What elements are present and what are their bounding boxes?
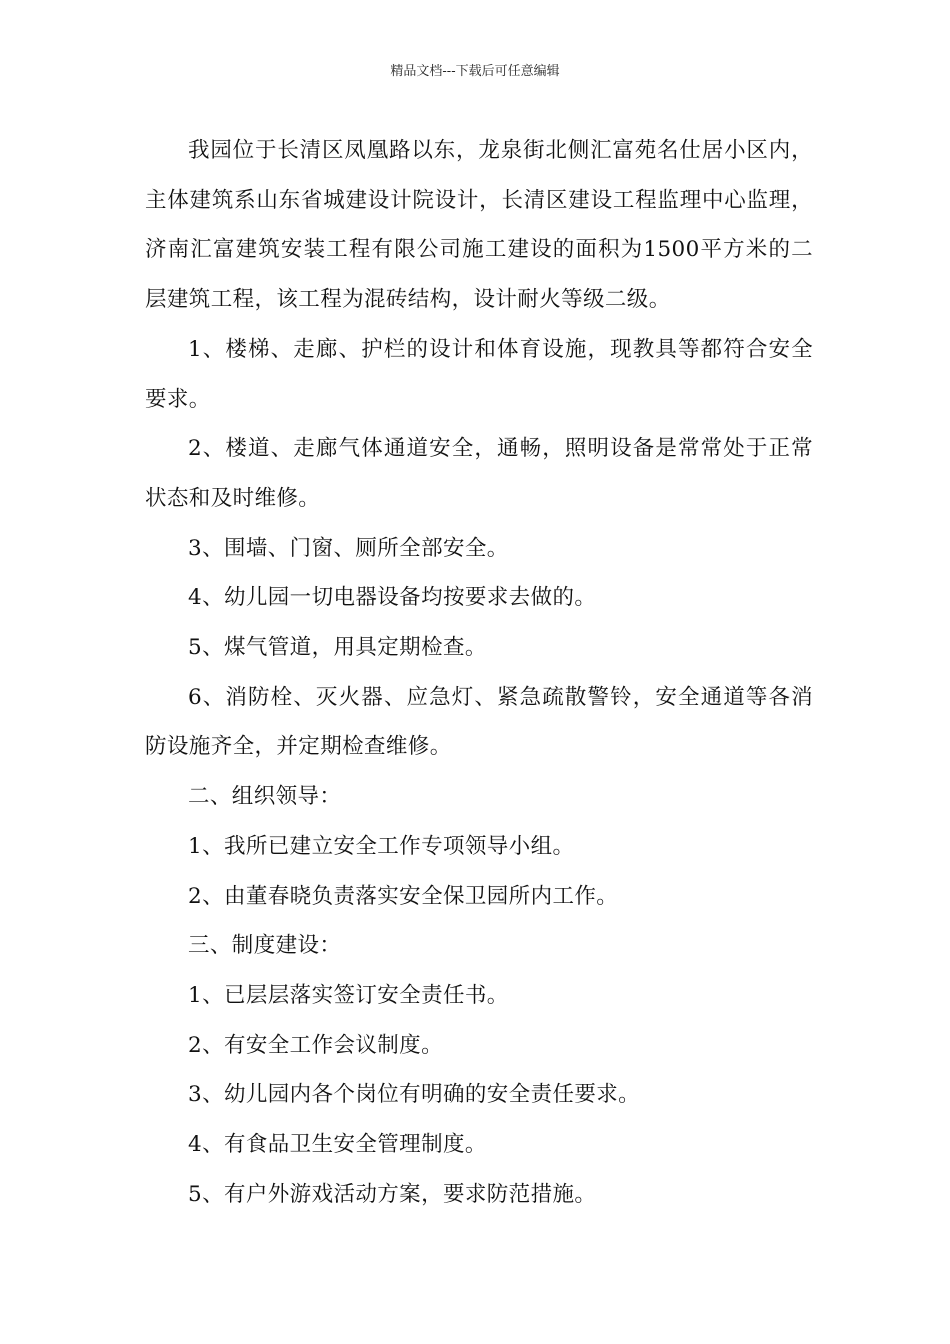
document-body [145,126,813,1219]
paragraph-item: 3、围墙、门窗、厕所全部安全。 [188,535,509,561]
paragraph-item: 1、我所已建立安全工作专项领导小组。 [188,833,575,859]
paragraph-item: 4、有食品卫生安全管理制度。 [188,1132,487,1158]
paragraph-item: 2、楼道、走廊气体通道安全，通畅，照明设备是常常处于正常状态和及时维修。 [145,436,813,511]
paragraph-item: 1、已层层落实签订安全责任书。 [188,982,509,1008]
paragraph-item: 3、幼儿园内各个岗位有明确的安全责任要求。 [188,1082,641,1108]
paragraph-item: 5、有户外游戏活动方案，要求防范措施。 [188,1181,597,1207]
paragraph-intro: 我园位于长清区凤凰路以东，龙泉街北侧汇富苑名仕居小区内，主体建筑系山东省城建设计院设计，长清区建设工程监理中心监理，济南汇富建筑安装工程有限公司施工建设的面积为1500平方米的二层建筑工程，该工程为混砖结构，设计耐火等级二级。 [145,138,813,313]
paragraph-item: 1、楼梯、走廊、护栏的设计和体育设施，现教具等都符合安全要求。 [145,336,813,412]
paragraph-item: 2、由董春晓负责落实安全保卫园所内工作。 [188,883,619,909]
page-header: 精品文档---下载后可任意编辑 [390,64,560,79]
paragraph-item: 2、有安全工作会议制度。 [188,1032,443,1058]
section-heading: 二、组织领导： [188,784,342,810]
section-heading: 三、制度建设： [188,933,342,959]
paragraph-item: 6、消防栓、灭火器、应急灯、紧急疏散警铃，安全通道等各消防设施齐全，并定期检查维修。 [145,684,813,760]
paragraph-item: 4、幼儿园一切电器设备均按要求去做的。 [188,585,597,611]
paragraph-item: 5、煤气管道，用具定期检查。 [188,635,487,661]
